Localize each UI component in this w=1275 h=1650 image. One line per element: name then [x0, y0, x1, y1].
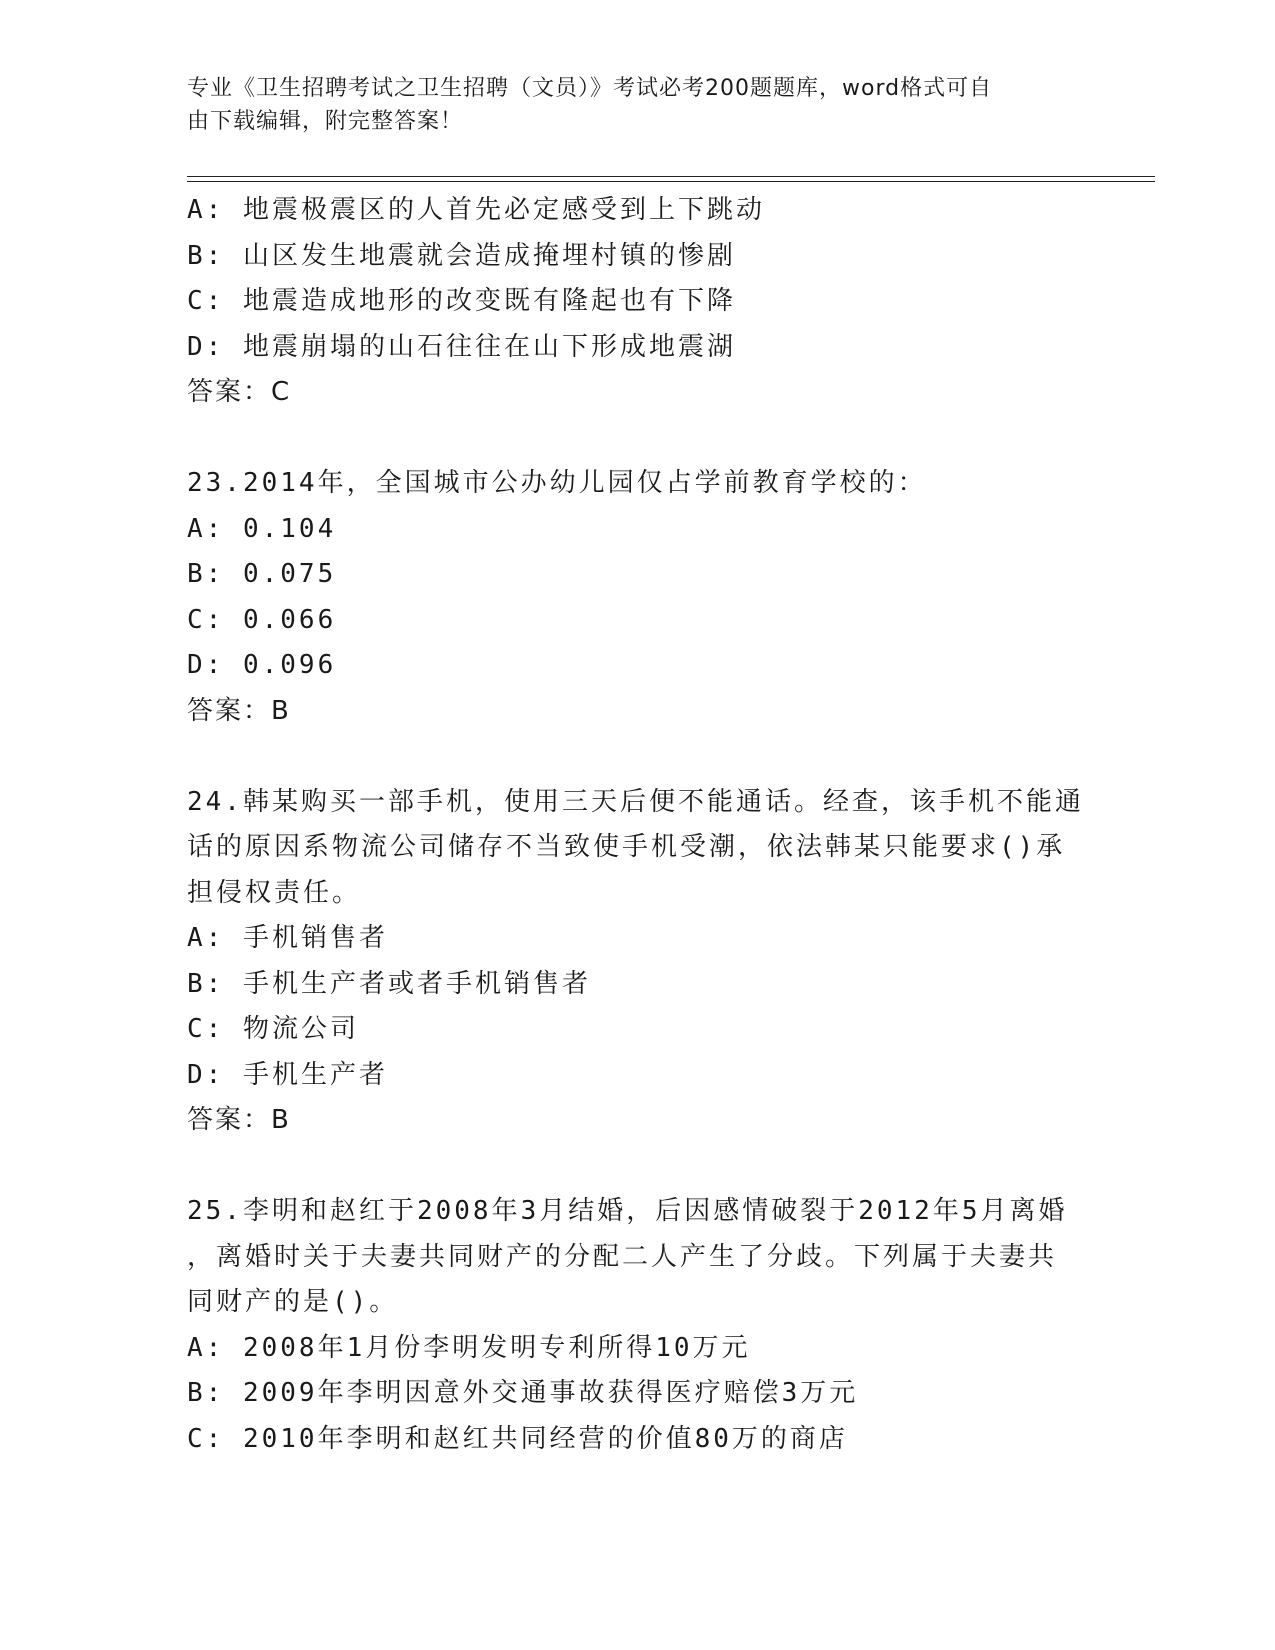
option-c: C: 地震造成地形的改变既有隆起也有下降	[187, 286, 736, 316]
question-stem-line-2: ，离婚时关于夫妻共同财产的分配二人产生了分歧。下列属于夫妻共	[187, 1241, 1058, 1272]
answer: 答案：B	[187, 1105, 291, 1135]
option-a: A: 2008年1月份李明发明专利所得10万元	[187, 1332, 751, 1363]
option-a: A: 0.104	[187, 513, 337, 544]
option-c: C: 0.066	[187, 604, 337, 635]
header-line-1: 专业《卫生招聘考试之卫生招聘（文员）》考试必考200题题库，word格式可自	[187, 76, 993, 101]
question-24	[187, 780, 1087, 1144]
option-b: B: 0.075	[187, 559, 337, 589]
question-stem-line-2: 话的原因系物流公司储存不当致使手机受潮，依法韩某只能要求()承	[187, 832, 1066, 862]
spacer	[187, 416, 1087, 462]
document-header	[187, 72, 1067, 138]
answer: 答案：C	[187, 377, 292, 407]
answer: 答案：B	[187, 695, 291, 726]
header-divider-bottom	[187, 181, 1155, 182]
option-d: D: 0.096	[187, 650, 337, 680]
spacer	[187, 1144, 1087, 1190]
option-b: B: 2009年李明因意外交通事故获得医疗赔偿3万元	[187, 1378, 859, 1408]
option-c: C: 2010年李明和赵红共同经营的价值80万的商店	[187, 1423, 848, 1454]
option-d: D: 地震崩塌的山石往往在山下形成地震湖	[187, 331, 736, 362]
question-stem-line-3: 同财产的是()。	[187, 1287, 399, 1317]
question-22	[187, 188, 1087, 416]
header-divider-top	[187, 176, 1155, 177]
question-stem-line-1: 25.李明和赵红于2008年3月结婚，后因感情破裂于2012年5月离婚	[187, 1196, 1068, 1226]
option-d: D: 手机生产者	[187, 1059, 388, 1090]
question-25	[187, 1189, 1087, 1462]
question-content	[187, 188, 1087, 1462]
spacer	[187, 734, 1087, 780]
question-23	[187, 461, 1087, 734]
option-a: A: 手机销售者	[187, 923, 388, 953]
question-stem-line-1: 24.韩某购买一部手机，使用三天后便不能通话。经查，该手机不能通	[187, 786, 1084, 817]
header-line-2: 由下载编辑，附完整答案！	[187, 109, 464, 134]
option-b: B: 山区发生地震就会造成掩埋村镇的惨剧	[187, 240, 736, 271]
question-stem: 23.2014年，全国城市公办幼儿园仅占学前教育学校的：	[187, 468, 927, 498]
option-a: A: 地震极震区的人首先必定感受到上下跳动	[187, 195, 765, 225]
option-c: C: 物流公司	[187, 1014, 359, 1044]
question-stem-line-3: 担侵权责任。	[187, 877, 362, 908]
option-b: B: 手机生产者或者手机销售者	[187, 968, 591, 999]
